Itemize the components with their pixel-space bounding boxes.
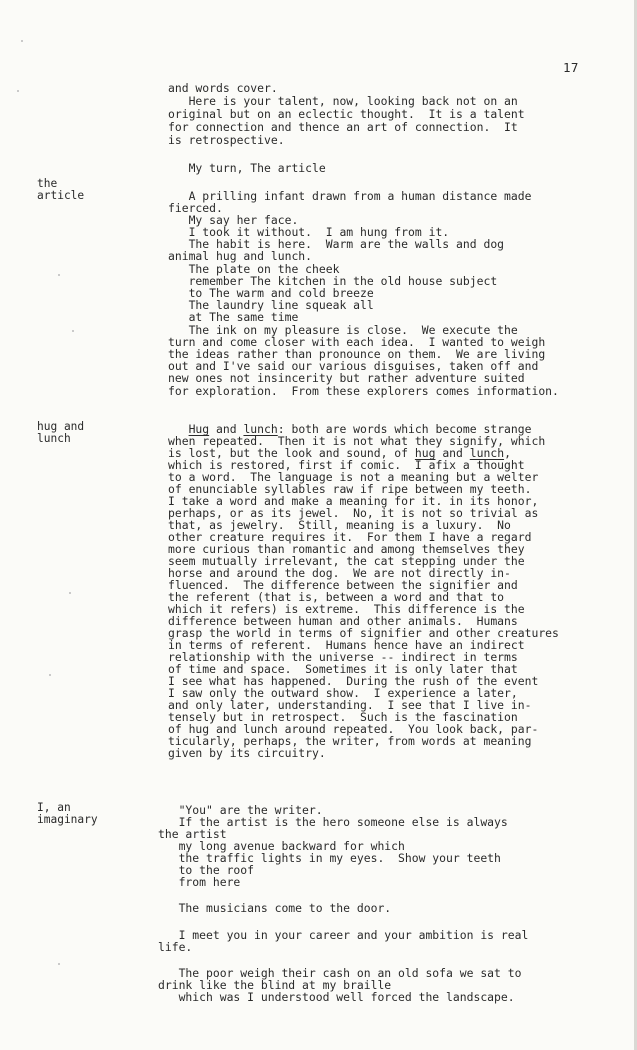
text-line: A prilling infant drawn from a human distance made <box>168 189 532 203</box>
text-line: drink like the blind at my braille <box>158 978 392 992</box>
text-line: The ink on my pleasure is close. We execute the <box>168 323 518 337</box>
text-line: from here <box>158 875 241 889</box>
text-line: which is restored, first if comic. I afix a thought <box>168 458 525 472</box>
underlined-word-lunch: lunch <box>469 446 505 460</box>
underlined-word-lunch: lunch <box>243 422 278 436</box>
scan-speck <box>17 90 19 92</box>
text-line: If the artist is the hero someone else is always <box>158 815 508 829</box>
text-line: seem mutually irrelevant, the cat stepping under the <box>168 554 525 568</box>
text-line: is retrospective. <box>168 133 285 147</box>
text-line: of hug and lunch around repeated. You look back, par- <box>168 722 539 736</box>
text-line: in terms of referent. Humans hence have an indirect <box>168 638 525 652</box>
underlined-word-hug: Hug <box>188 422 210 436</box>
text-line: the referent (that is, between a word and that to <box>168 590 505 604</box>
page-number: 17 <box>563 60 579 75</box>
text-line: of time and space. Sometimes it is only later that <box>168 662 518 676</box>
text-line: for exploration. From these explorers comes information. <box>168 384 559 398</box>
text-line: original but on an eclectic thought. It is a talent <box>168 107 525 121</box>
text-line: tensely but in retrospect. Such is the fascination <box>168 710 518 724</box>
text-line: I took it without. I am hung from it. <box>168 225 450 239</box>
scan-speck <box>21 40 23 42</box>
section-heading: My turn, The article <box>168 161 326 175</box>
text-line: The poor weigh their cash on an old sofa we sat to <box>158 966 522 980</box>
margin-note-i-an-imaginary: I, an imaginary <box>37 801 98 826</box>
text-line: which it refers) is extreme. This difference is the <box>168 602 525 616</box>
text-line: turn and come closer with each idea. I wanted to weigh <box>168 335 546 349</box>
text-line: new ones not insincerity but rather adventure suited <box>168 371 525 385</box>
text-line: perhaps, or as its jewel. No, it is not so trivial as <box>168 506 539 520</box>
text-line: Here is your talent, now, looking back not on an <box>168 94 518 108</box>
text-line: grasp the world in terms of signifier and other creatures <box>168 626 559 640</box>
text-line: which was I understood well forced the landscape. <box>158 990 515 1004</box>
text-line: other creature requires it. For them I have a regard <box>168 530 532 544</box>
text-line: I take a word and make a meaning for it. in its honor, <box>168 494 539 508</box>
text-line: life. <box>158 940 193 954</box>
text-line: to a word. The language is not a meaning but a welter <box>168 470 539 484</box>
text-line: when repeated. Then it is not what they signify, which <box>168 434 546 448</box>
text-line: more curious than romantic and among themselves they <box>168 542 525 556</box>
text-line: The habit is here. Warm are the walls and dog <box>168 237 505 251</box>
text-line: difference between human and other animals. Humans <box>168 614 518 628</box>
text-line: "You" are the writer. <box>158 803 323 817</box>
text-line: the artist <box>158 827 227 841</box>
text-line: I see what has happened. During the rush of the event <box>168 674 539 688</box>
text-line: relationship with the universe -- indirect in terms <box>168 650 518 664</box>
text-line: My say her face. <box>168 213 299 227</box>
text-line: at The same time <box>168 310 299 324</box>
text-line: fierced. <box>168 201 223 215</box>
text-line: that, as jewelry. Still, meaning is a luxury. No <box>168 518 511 532</box>
text-line: The musicians come to the door. <box>158 901 392 915</box>
margin-note-the-article: the article <box>37 177 85 202</box>
scan-speck <box>58 274 60 276</box>
text-line: is lost, but the look and sound, of hug and lunch, <box>168 446 511 460</box>
text-line: The laundry line squeak all <box>168 298 374 312</box>
underlined-word-hug: hug <box>414 446 436 460</box>
text-line: for connection and thence an art of connection. It <box>168 120 518 134</box>
text-line: horse and around the dog. We are not directly in- <box>168 566 511 580</box>
scan-speck <box>49 674 51 676</box>
text-line: fluenced. The difference between the signifier and <box>168 578 518 592</box>
margin-note-hug-and-lunch: hug and lunch <box>37 420 85 445</box>
scan-speck <box>58 963 60 965</box>
text-line: of enunciable syllables raw if ripe between my teeth. <box>168 482 532 496</box>
scan-speck <box>72 330 74 332</box>
scan-speck <box>69 592 71 594</box>
text-line: to the roof <box>158 863 255 877</box>
text-line: Hug and lunch: both are words which become strange <box>188 422 532 436</box>
text-line: I saw only the outward show. I experience a later, <box>168 686 518 700</box>
text-line: ticularly, perhaps, the writer, from words at meaning <box>168 734 532 748</box>
text-line: my long avenue backward for which <box>158 839 405 853</box>
text-line: out and I've said our various disguises, taken off and <box>168 359 539 373</box>
text-line: and words cover. <box>168 81 278 95</box>
text-line: and only later, understanding. I see that I live in- <box>168 698 532 712</box>
text-line: to The warm and cold breeze <box>168 286 374 300</box>
text-line: remember The kitchen in the old house subject <box>168 274 498 288</box>
text-line: the traffic lights in my eyes. Show your teeth <box>158 851 501 865</box>
text-line: the ideas rather than pronounce on them. We are living <box>168 347 546 361</box>
text-line: The plate on the cheek <box>168 262 340 276</box>
text-line: given by its circuitry. <box>168 746 326 760</box>
text-line: I meet you in your career and your ambition is real <box>158 928 529 942</box>
text-line: animal hug and lunch. <box>168 249 313 263</box>
